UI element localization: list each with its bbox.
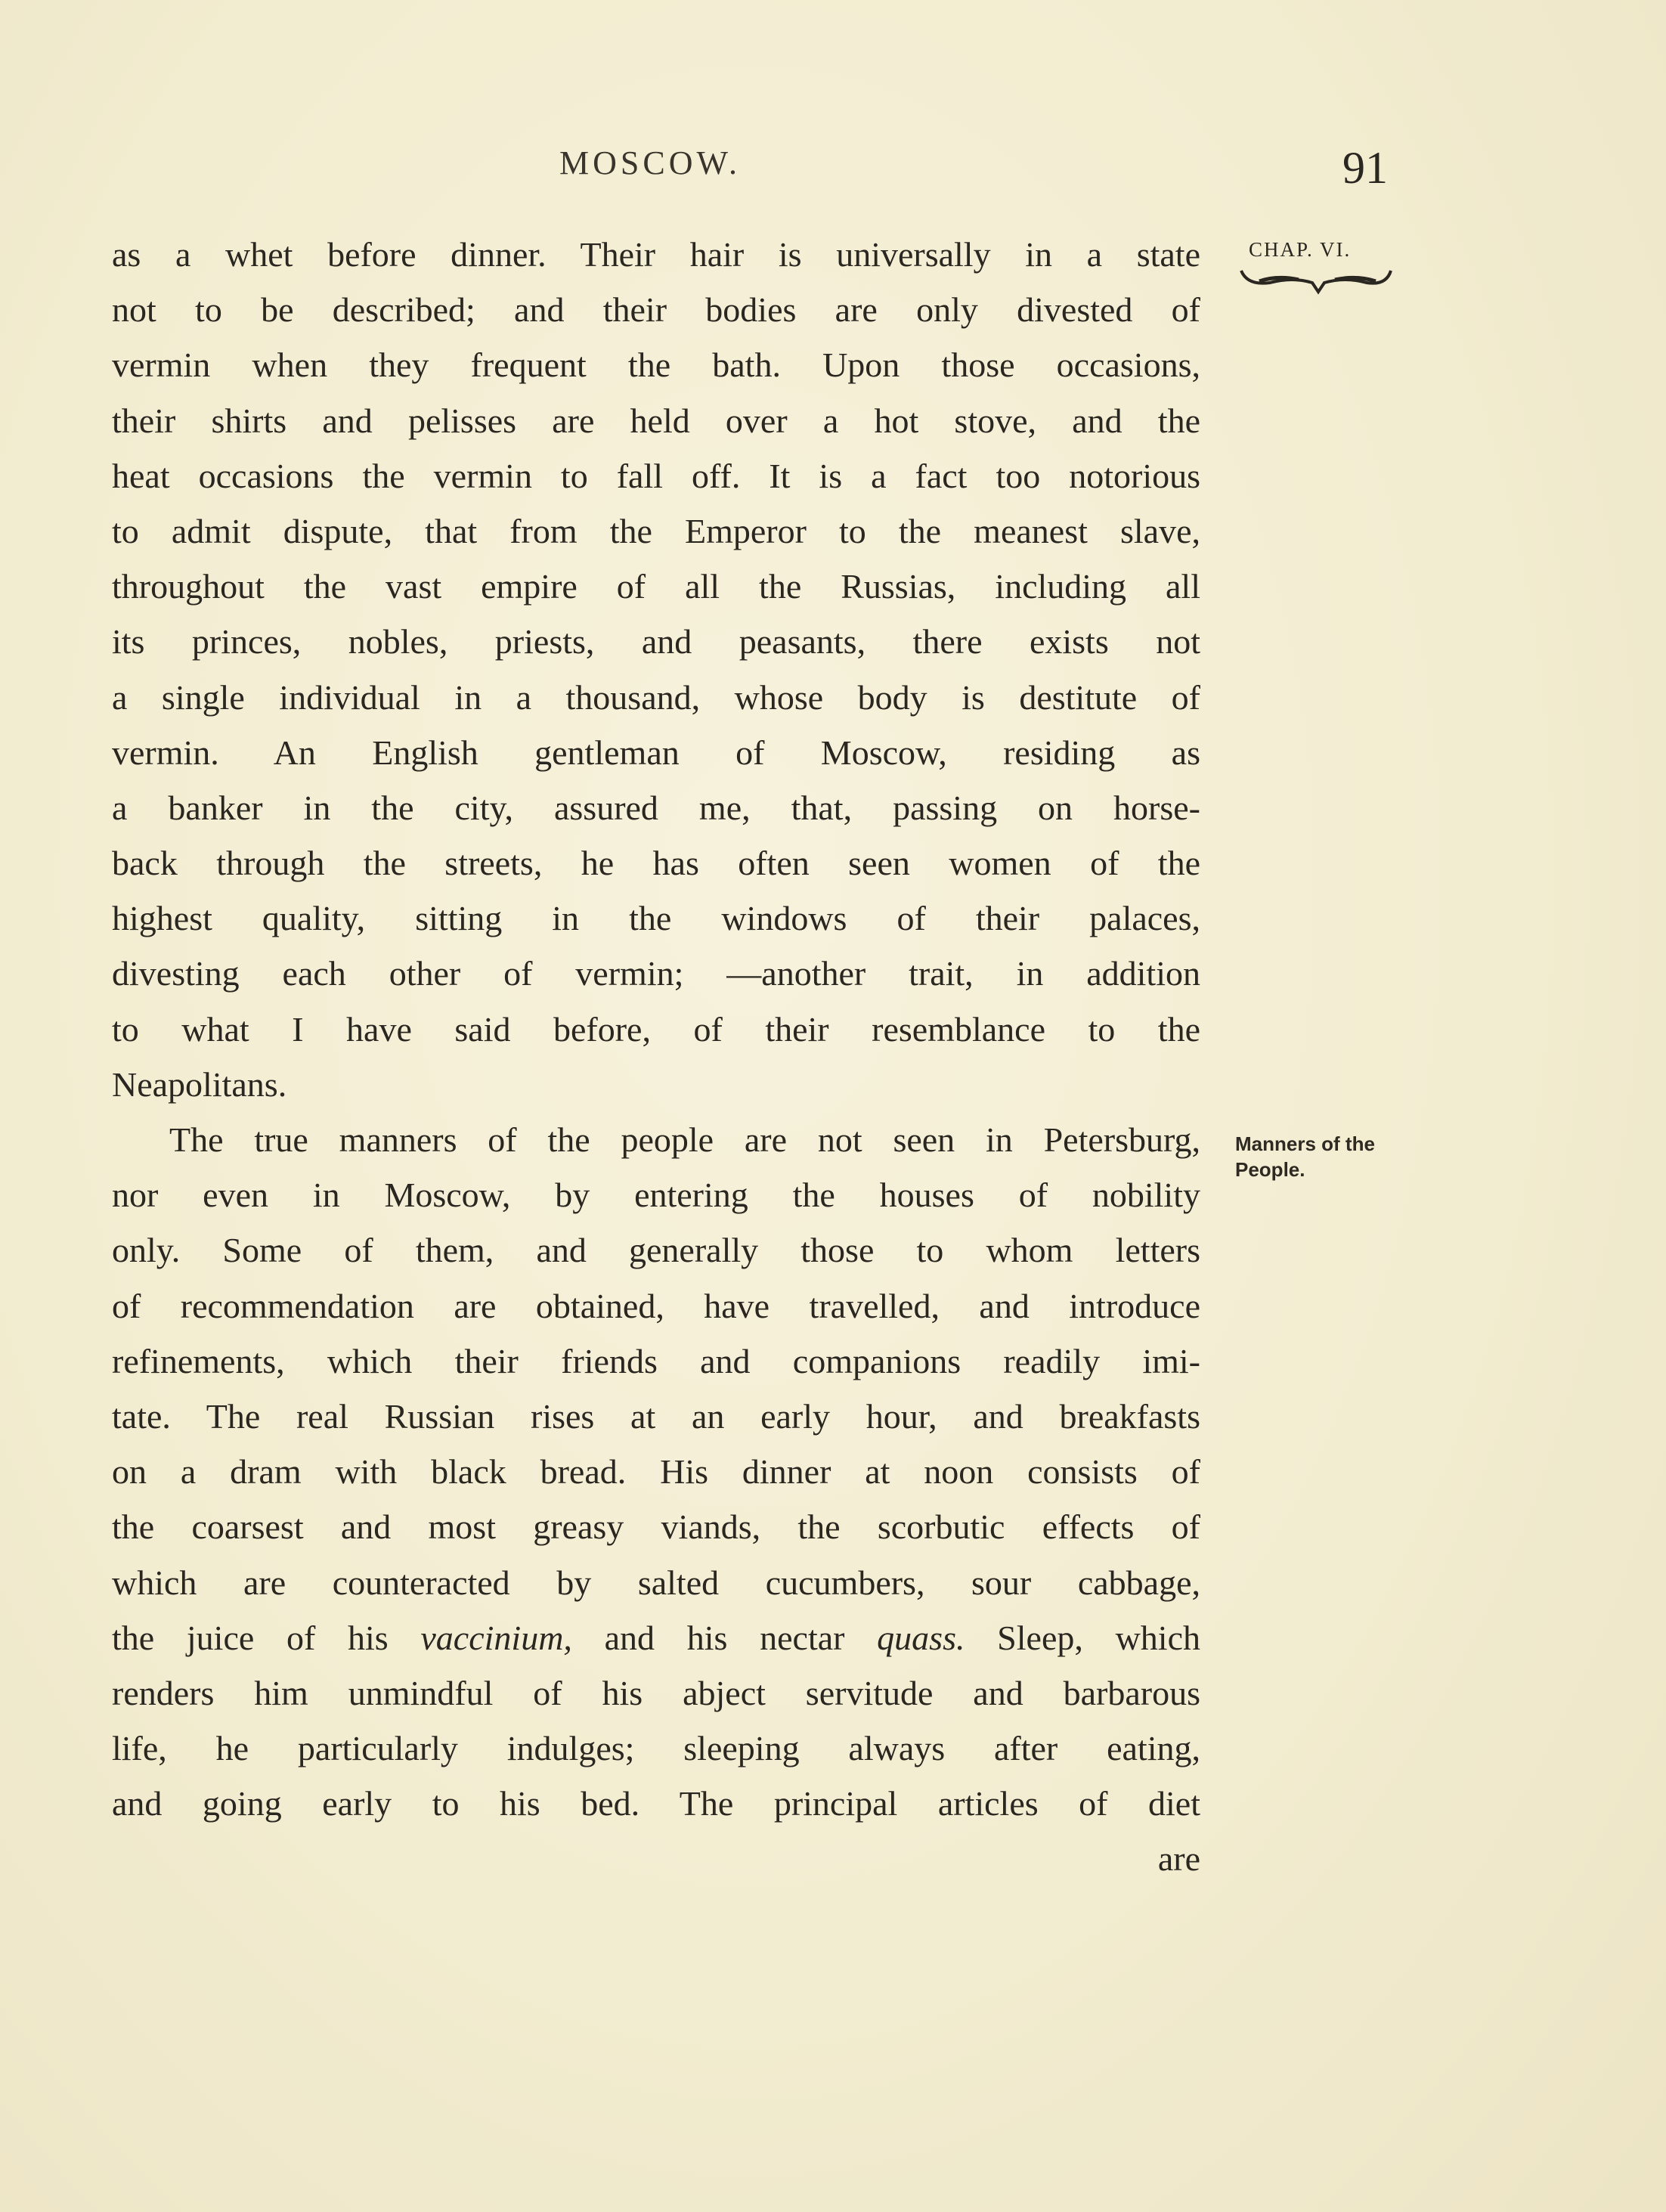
running-title: MOSCOW.: [559, 144, 741, 181]
text-line: vermin when they frequent the bath. Upon those occasions,: [112, 345, 1200, 385]
text-line: refinements, which their friends and companions readily imi-: [112, 1341, 1200, 1380]
text-line: a single individual in a thousand, whose body is destitute of: [112, 677, 1200, 717]
marginal-note-line1: Manners of the: [1235, 1132, 1375, 1155]
chapter-marker: CHAP. VI.: [1249, 238, 1352, 261]
text-line: to admit dispute, that from the Emperor to the meanest slave,: [112, 511, 1200, 550]
marginal-note: [1235, 1131, 1375, 1182]
text-line: Neapolitans.: [112, 1064, 287, 1104]
text-line: a banker in the city, assured me, that, passing on horse-: [112, 788, 1200, 827]
text-line: vermin. An English gentleman of Moscow, residing as: [112, 733, 1200, 772]
text-line: which are counteracted by salted cucumbers, sour cabbage,: [112, 1563, 1200, 1602]
italic-term-quass: quass.: [877, 1618, 965, 1657]
chapter-flourish-ornament: [1240, 266, 1392, 302]
text-line: on a dram with black bread. His dinner at noon consists of: [112, 1452, 1200, 1492]
text-run: Sleep, which: [965, 1618, 1200, 1657]
page-number: 91: [1342, 143, 1388, 193]
text-line: divesting each other of vermin; —another trait, in addition: [112, 954, 1200, 993]
text-line: their shirts and pelisses are held over a hot stove, and the: [112, 401, 1200, 440]
text-line: and going early to his bed. The principal articles of diet: [112, 1784, 1200, 1823]
text-line: tate. The real Russian rises at an early hour, and breakfasts: [112, 1396, 1200, 1436]
text-line: to what I have said before, of their resemblance to the: [112, 1009, 1200, 1049]
text-line: only. Some of them, and generally those to whom letters: [112, 1231, 1200, 1270]
text-line: highest quality, sitting in the windows of their palaces,: [112, 899, 1200, 938]
marginal-note-line2: People.: [1235, 1158, 1305, 1181]
text-line: as a whet before dinner. Their hair is universally in a state: [112, 235, 1200, 274]
body-text: [112, 227, 1200, 1887]
text-line: not to be described; and their bodies are only divested of: [112, 290, 1200, 330]
paragraph-first-line: The true manners of the people are not seen in Petersburg,: [169, 1120, 1200, 1159]
text-line: life, he particularly indulges; sleeping always after eating,: [112, 1729, 1200, 1768]
catchword: are: [1157, 1839, 1200, 1879]
italic-term-vaccinium: vaccinium,: [420, 1618, 572, 1657]
text-line: renders him unmindful of his abject servitude and barbarous: [112, 1673, 1200, 1712]
text-line: of recommendation are obtained, have travelled, and introduce: [112, 1286, 1200, 1325]
text-line: heat occasions the vermin to fall off. It is a fact too notorious: [112, 456, 1200, 495]
text-run: the juice of his: [112, 1618, 421, 1657]
text-line-with-italics: [112, 1610, 1200, 1665]
text-line: throughout the vast empire of all the Russias, including all: [112, 567, 1200, 606]
text-line: nor even in Moscow, by entering the houses of nobility: [112, 1176, 1200, 1215]
text-run: and his nectar: [571, 1618, 878, 1657]
text-line: the coarsest and most greasy viands, the scorbutic effects of: [112, 1507, 1200, 1547]
text-line: back through the streets, he has often seen women of the: [112, 844, 1200, 883]
text-line: its princes, nobles, priests, and peasants, there exists not: [112, 622, 1200, 661]
